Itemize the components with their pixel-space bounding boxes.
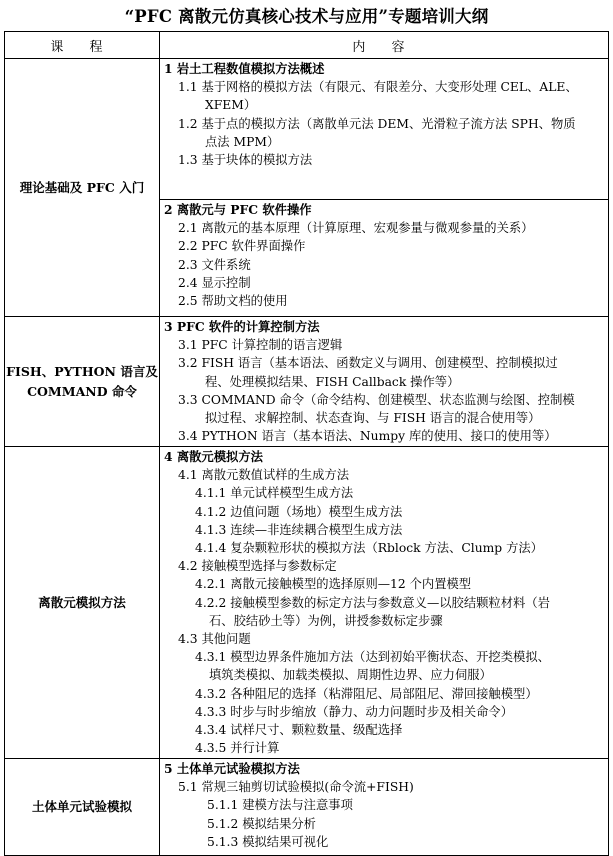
section-heading: 5 土体单元试验模拟方法 <box>164 761 300 776</box>
list-item: 石、胶结砂土等）为例，讲授参数标定步骤 <box>209 613 443 628</box>
outline-table <box>4 31 609 856</box>
list-item: 1.2 基于点的模拟方法（离散单元法 DEM、光滑粒子流方法 SPH、物质 <box>178 116 576 131</box>
list-item: 4.1.3 连续—非连续耦合模型生成方法 <box>195 522 403 537</box>
table-row <box>5 59 609 200</box>
list-item: 4.3.1 模型边界条件施加方法（达到初始平衡状态、开挖类模拟、 <box>195 650 550 665</box>
header-course: 课 程 <box>5 32 160 59</box>
list-item: 3.3 COMMAND 命令（命令结构、创建模型、状态监测与绘图、控制模 <box>178 392 575 407</box>
section-heading: 4 离散元模拟方法 <box>164 449 263 464</box>
content-cell <box>160 317 609 447</box>
section-heading: 3 PFC 软件的计算控制方法 <box>164 319 320 334</box>
list-item: 3.4 PYTHON 语言（基本语法、Numpy 库的使用、接口的使用等） <box>178 429 557 444</box>
document-title: “PFC 离散元仿真核心技术与应用”专题培训大纲 <box>124 7 489 26</box>
list-item: 4.2.1 离散元接触模型的选择原则—12 个内置模型 <box>195 577 472 592</box>
content-cell <box>160 59 609 200</box>
list-item: 2.2 PFC 软件界面操作 <box>178 239 306 254</box>
content-cell <box>160 759 609 856</box>
list-item: 4.2 接触模型选择与参数标定 <box>178 559 337 574</box>
list-item: 5.1 常规三轴剪切试验模拟(命令流+FISH) <box>178 780 414 795</box>
list-item: 4.1.1 单元试样模型生成方法 <box>195 486 354 501</box>
list-item: XFEM） <box>205 98 257 113</box>
list-item: 4.3.3 时步与时步缩放（静力、动力问题时步及相关命令） <box>195 704 514 719</box>
course-cell: 理论基础及 PFC 入门 <box>5 59 160 317</box>
list-item: 5.1.2 模拟结果分析 <box>207 816 316 831</box>
content-cell <box>160 200 609 317</box>
list-item: 2.4 显示控制 <box>178 275 251 290</box>
list-item: 1.1 基于网格的模拟方法（有限元、有限差分、大变形处理 CEL、ALE、 <box>178 80 578 95</box>
list-item: 4.1.4 复杂颗粒形状的模拟方法（Rblock 方法、Clump 方法） <box>195 541 543 556</box>
header-content: 内 容 <box>160 32 609 59</box>
table-row <box>5 317 609 447</box>
table-row <box>5 759 609 856</box>
content-cell <box>160 447 609 759</box>
list-item: 点法 MPM） <box>205 134 280 149</box>
course-cell: 土体单元试验模拟 <box>5 759 160 856</box>
list-item: 3.2 FISH 语言（基本语法、函数定义与调用、创建模型、控制模拟过 <box>178 356 558 371</box>
course-cell <box>5 317 160 447</box>
list-item: 5.1.1 建模方法与注意事项 <box>207 798 353 813</box>
section-heading: 1 岩土工程数值模拟方法概述 <box>164 61 325 76</box>
list-item: 1.3 基于块体的模拟方法 <box>178 153 313 168</box>
course-cell: 离散元模拟方法 <box>5 447 160 759</box>
course-line: FISH、PYTHON 语言及 <box>6 363 158 379</box>
list-item: 2.3 文件系统 <box>178 257 251 272</box>
list-item: 4.2.2 接触模型参数的标定方法与参数意义—以胶结颗粒材料（岩 <box>195 595 550 610</box>
list-item: 2.5 帮助文档的使用 <box>178 294 288 309</box>
list-item: 5.1.3 模拟结果可视化 <box>207 834 329 849</box>
table-row <box>5 447 609 759</box>
list-item: 填筑类模拟、加载类模拟、周期性边界、应力伺服） <box>209 668 492 683</box>
list-item: 2.1 离散元的基本原理（计算原理、宏观参量与微观参量的关系） <box>178 221 534 236</box>
list-item: 拟过程、求解控制、状态查询、与 FISH 语言的混合使用等） <box>205 411 541 426</box>
list-item: 4.3.2 各种阻尼的选择（粘滞阻尼、局部阻尼、滞回接触模型） <box>195 686 538 701</box>
list-item: 4.1.2 边值问题（场地）模型生成方法 <box>195 504 403 519</box>
list-item: 4.3.5 并行计算 <box>195 741 280 756</box>
list-item: 4.3.4 试样尺寸、颗粒数量、级配选择 <box>195 723 403 738</box>
table-header-row <box>5 32 609 59</box>
course-line: COMMAND 命令 <box>27 383 137 399</box>
list-item: 4.3 其他问题 <box>178 632 251 647</box>
list-item: 程、处理模拟结果、FISH Callback 操作等） <box>205 374 460 389</box>
section-heading: 2 离散元与 PFC 软件操作 <box>164 202 312 217</box>
list-item: 4.1 离散元数值试样的生成方法 <box>178 468 350 483</box>
list-item: 3.1 PFC 计算控制的语言逻辑 <box>178 338 343 353</box>
